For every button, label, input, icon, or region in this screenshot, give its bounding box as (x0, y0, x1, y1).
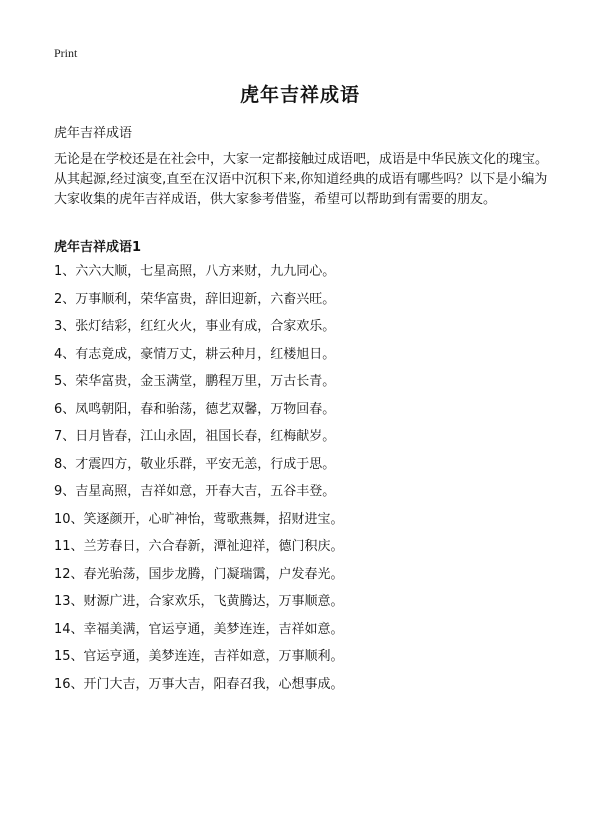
list-item: 16、开门大吉，万事大吉，阳春召我，心想事成。 (54, 676, 344, 692)
list-item: 12、春光骀荡，国步龙腾，门凝瑞霭，户发春光。 (54, 566, 344, 582)
list-item: 9、吉星高照，吉祥如意，开春大吉，五谷丰登。 (54, 484, 336, 499)
intro-paragraph: 无论是在学校还是在社会中，大家一定都接触过成语吧，成语是中华民族文化的瑰宝。从其起源,经过演变,直至在汉语中沉积下来,你知道经典的成语有哪些吗？以下是小编为大家收集的虎年吉祥成语，供大家参考借鉴，希望可以帮助到有需要的朋友。 (54, 152, 549, 207)
list-item: 13、财源广进，合家欢乐，飞黄腾达，万事顺意。 (54, 594, 344, 609)
list-item: 2、万事顺利，荣华富贵，辞旧迎新，六畜兴旺。 (54, 291, 336, 307)
list-item: 7、日月皆春，江山永固，祖国长春，红梅献岁。 (54, 429, 336, 444)
list-item: 4、有志竟成，豪情万丈，耕云种月，红楼旭日。 (54, 346, 336, 362)
subtitle: 虎年吉祥成语 (54, 126, 133, 141)
list-item: 5、荣华富贵，金玉满堂，鹏程万里，万古长青。 (54, 374, 336, 389)
section-heading: 虎年吉祥成语1 (54, 240, 142, 255)
list-item: 6、凤鸣朝阳，春和骀荡，德艺双馨，万物回春。 (54, 401, 336, 417)
list-item: 3、张灯结彩，红红火火，事业有成，合家欢乐。 (54, 319, 336, 334)
print-link[interactable]: Print (54, 46, 78, 60)
list-item: 10、笑逐颜开，心旷神怡，莺歌燕舞，招财进宝。 (54, 511, 344, 527)
idiom-list (54, 258, 344, 698)
page-title: 虎年吉祥成语 (239, 84, 360, 106)
list-item: 1、六六大顺，七星高照，八方来财，九九同心。 (54, 264, 336, 279)
list-item: 14、幸福美满，官运亨通，美梦连连，吉祥如意。 (54, 621, 344, 637)
list-item: 8、才震四方，敬业乐群，平安无恙，行成于思。 (54, 456, 336, 472)
list-item: 11、兰芳春日，六合春新，潭祉迎祥，德门积庆。 (54, 539, 344, 554)
list-item: 15、官运亨通，美梦连连，吉祥如意，万事顺利。 (54, 649, 344, 664)
